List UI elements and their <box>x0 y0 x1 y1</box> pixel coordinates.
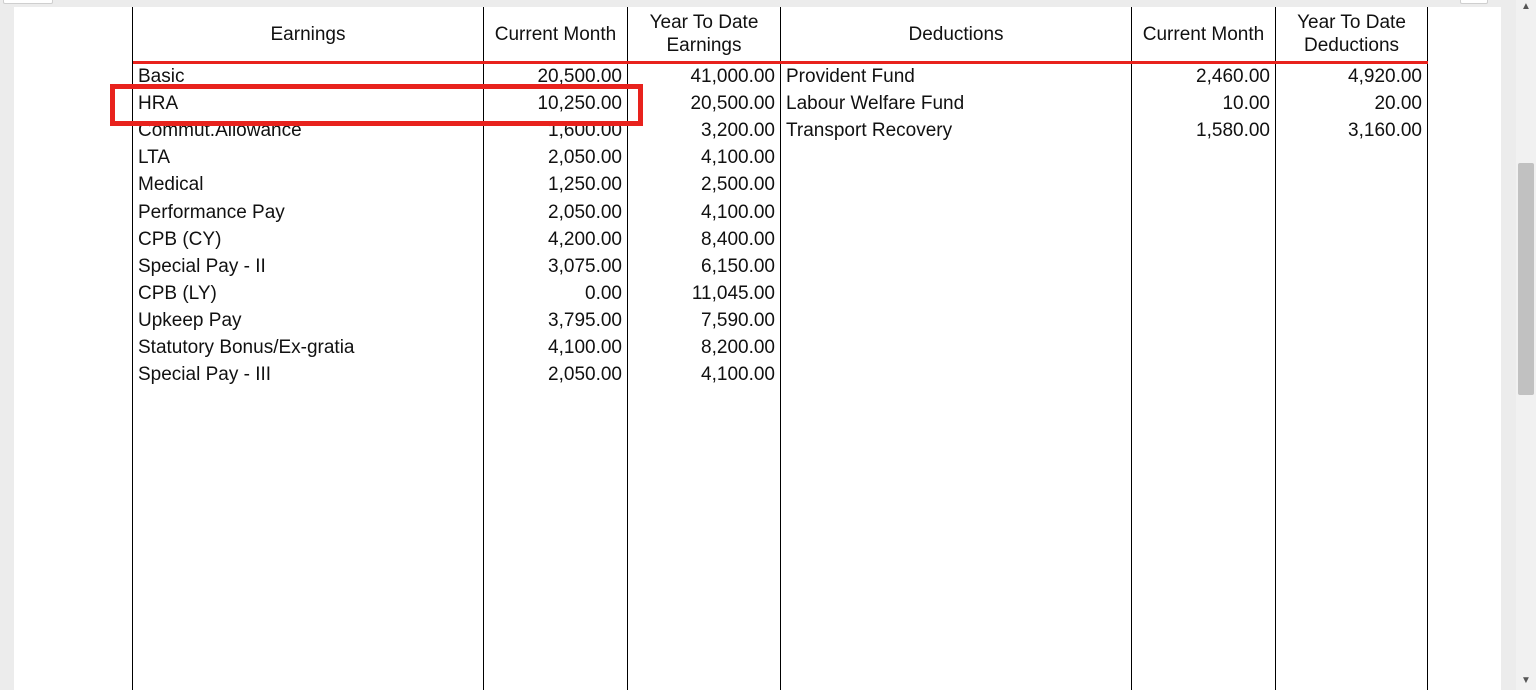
column-divider <box>780 7 781 690</box>
earning-ytd: 4,100.00 <box>701 147 775 168</box>
earning-current-month: 0.00 <box>585 283 622 304</box>
deduction-ytd: 20.00 <box>1374 93 1422 114</box>
earning-name: Statutory Bonus/Ex-gratia <box>138 337 355 358</box>
header-deductions-current-month: Current Month <box>1142 23 1265 45</box>
deduction-current-month: 2,460.00 <box>1196 66 1270 87</box>
earning-name: Commut.Allowance <box>138 120 302 141</box>
earning-current-month: 10,250.00 <box>537 93 622 114</box>
header-earnings: Earnings <box>270 23 346 45</box>
earning-name: Upkeep Pay <box>138 310 242 331</box>
earning-name: Basic <box>138 66 185 87</box>
scroll-up-arrow-icon[interactable]: ▲ <box>1521 1 1531 12</box>
earning-current-month: 1,250.00 <box>548 174 622 195</box>
earning-current-month: 1,600.00 <box>548 120 622 141</box>
earning-ytd: 4,100.00 <box>701 364 775 385</box>
earning-name: Special Pay - II <box>138 256 266 277</box>
earning-ytd: 2,500.00 <box>701 174 775 195</box>
deduction-name: Provident Fund <box>786 66 915 87</box>
header-earnings-ytd: Year To Date Earnings <box>649 12 759 56</box>
earning-current-month: 4,200.00 <box>548 229 622 250</box>
earning-ytd: 8,400.00 <box>701 229 775 250</box>
deduction-name: Labour Welfare Fund <box>786 93 965 114</box>
earning-ytd: 3,200.00 <box>701 120 775 141</box>
deduction-name: Transport Recovery <box>786 120 953 141</box>
earning-ytd: 4,100.00 <box>701 202 775 223</box>
viewer-toolbar-button-right[interactable] <box>1460 0 1488 4</box>
earning-ytd: 11,045.00 <box>691 283 775 304</box>
scrollbar-thumb[interactable] <box>1518 163 1534 395</box>
earning-ytd: 41,000.00 <box>690 66 775 87</box>
earning-ytd: 8,200.00 <box>701 337 775 358</box>
earning-name: Performance Pay <box>138 202 285 223</box>
viewer-toolbar-button[interactable] <box>3 0 53 4</box>
earning-current-month: 20,500.00 <box>537 66 622 87</box>
deduction-current-month: 1,580.00 <box>1196 120 1270 141</box>
earning-current-month: 3,075.00 <box>548 256 622 277</box>
scroll-down-arrow-icon[interactable]: ▼ <box>1521 675 1531 686</box>
viewer-top-strip <box>0 0 1516 7</box>
earning-name: Special Pay - III <box>138 364 272 385</box>
earning-name: CPB (CY) <box>138 229 222 250</box>
earning-name: Medical <box>138 174 204 195</box>
header-earnings-current-month: Current Month <box>494 23 617 45</box>
deduction-ytd: 3,160.00 <box>1348 120 1422 141</box>
header-deductions: Deductions <box>908 23 1004 45</box>
earning-name: HRA <box>138 93 179 114</box>
deduction-current-month: 10.00 <box>1222 93 1270 114</box>
earning-ytd: 7,590.00 <box>701 310 775 331</box>
earning-name: LTA <box>138 147 171 168</box>
earning-ytd: 6,150.00 <box>701 256 775 277</box>
table-border-left <box>132 7 133 690</box>
earning-current-month: 2,050.00 <box>548 147 622 168</box>
earning-name: CPB (LY) <box>138 283 217 304</box>
earning-current-month: 4,100.00 <box>548 337 622 358</box>
table-border-right <box>1427 7 1428 690</box>
earning-ytd: 20,500.00 <box>690 93 775 114</box>
header-deductions-ytd: Year To Date Deductions <box>1297 12 1406 56</box>
earning-current-month: 2,050.00 <box>548 364 622 385</box>
earning-current-month: 2,050.00 <box>548 202 622 223</box>
earning-current-month: 3,795.00 <box>548 310 622 331</box>
deduction-ytd: 4,920.00 <box>1348 66 1422 87</box>
